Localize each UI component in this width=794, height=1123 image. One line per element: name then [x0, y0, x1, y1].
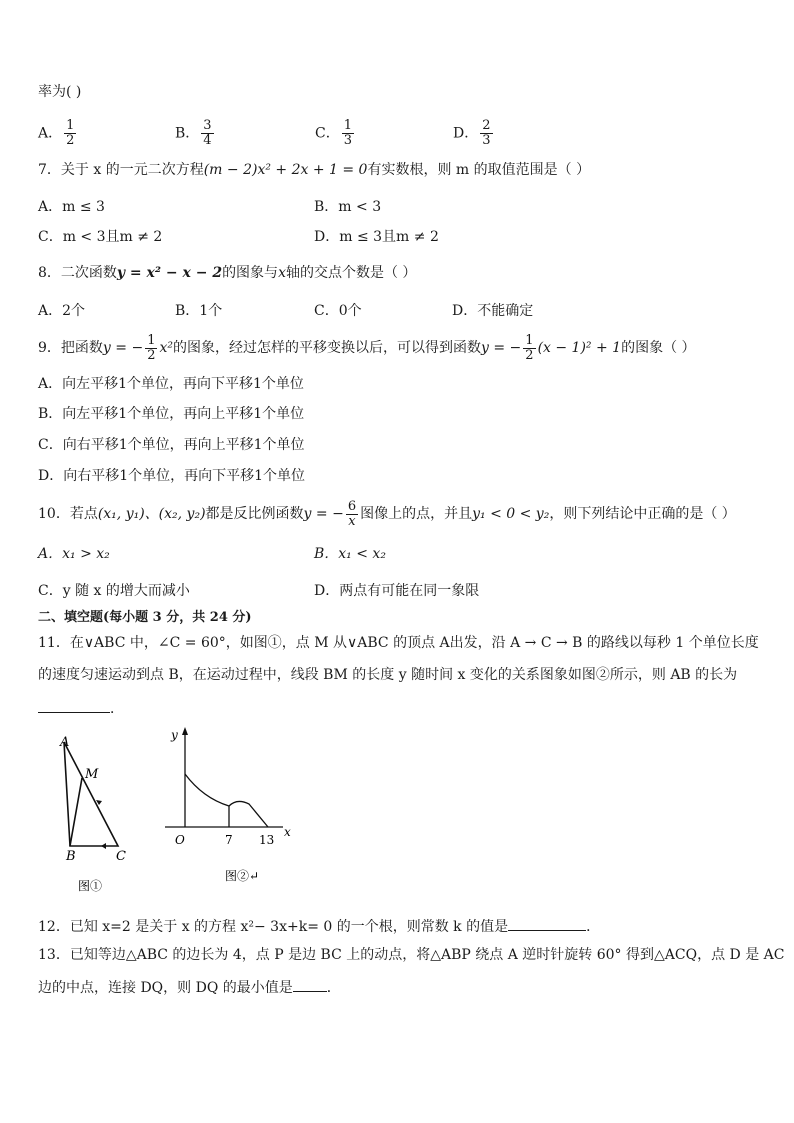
q7-option-a[interactable]: A．m ≤ 3 — [38, 199, 105, 215]
q11-figure-1 — [52, 728, 142, 898]
q11-answer-line: ． — [38, 698, 124, 718]
q9-option-b[interactable]: B．向左平移1个单位，再向上平移1个单位 — [38, 406, 305, 422]
tick-label-13: 13 — [259, 833, 275, 847]
q9-option-a[interactable]: A．向左平移1个单位，再向下平移1个单位 — [38, 376, 304, 392]
q9-fraction-1: $\frac{1}{2}$ — [147, 332, 156, 363]
axis-label-x: x — [284, 825, 291, 839]
q6-option-c[interactable]: C． $\frac{1}{3}$ — [315, 118, 352, 148]
q12-stem: 12．已知 x=2 是关于 x 的方程 x²− 3x+k= 0 的一个根，则常数 k 的值是 ． — [38, 916, 600, 936]
q13-answer-blank[interactable] — [293, 977, 327, 992]
q10-stem: 10．若点(x₁, y₁)、(x₂, y₂)都是反比例函数y = − $\frac{6}{x}$ 图像上的点，并且y₁ < 0 < y₂，则下列结论中正确的是（ ） — [38, 498, 736, 529]
q8-option-d[interactable]: D．不能确定 — [452, 303, 534, 319]
q11-figure-2 — [165, 722, 300, 892]
q10-option-a[interactable]: A．x₁ > x₂ — [38, 546, 110, 562]
q7-equation: (m − 2)x² + 2x + 1 = 0 — [203, 162, 368, 178]
origin-label: O — [175, 833, 185, 847]
q12-answer-blank[interactable] — [508, 916, 586, 931]
figure-2-caption: 图②↵ — [225, 869, 260, 883]
label-b: B — [66, 849, 76, 864]
q10-option-b[interactable]: B．x₁ < x₂ — [314, 546, 386, 562]
q8-option-a[interactable]: A．2个 — [38, 303, 86, 319]
q11-answer-blank[interactable] — [38, 698, 110, 713]
q6-option-a-fraction: $\frac{1}{2}$ — [66, 118, 75, 148]
q13-line-2: 边的中点，连接 DQ，则 DQ 的最小值是 ． — [38, 977, 341, 997]
q8-option-b[interactable]: B．1个 — [175, 303, 223, 319]
q8-stem: 8．二次函数y = x² − x − 2的图象与x轴的交点个数是（ ） — [38, 265, 417, 281]
q6-option-d[interactable]: D． $\frac{2}{3}$ — [453, 118, 491, 148]
q9-option-c[interactable]: C．向右平移1个单位，再向上平移1个单位 — [38, 437, 305, 453]
label-c: C — [116, 849, 126, 864]
q7-option-d[interactable]: D．m ≤ 3且m ≠ 2 — [314, 229, 439, 245]
q6-option-b-fraction: $\frac{3}{4}$ — [203, 118, 212, 148]
q9-option-d[interactable]: D．向右平移1个单位，再向下平移1个单位 — [38, 468, 306, 484]
q6-option-d-fraction: $\frac{2}{3}$ — [482, 118, 491, 148]
q10-fraction: $\frac{6}{x}$ — [347, 498, 357, 529]
q8-equation: y = x² − x − 2 — [116, 265, 223, 281]
q10-option-c[interactable]: C．y 随 x 的增大而减小 — [38, 583, 190, 599]
figure-1-caption: 图① — [78, 879, 103, 893]
q6-option-a[interactable]: A． $\frac{1}{2}$ — [38, 118, 75, 148]
segment-bm — [70, 778, 82, 846]
q7-option-c[interactable]: C．m < 3且m ≠ 2 — [38, 229, 163, 245]
path-arrow-cb — [101, 843, 106, 849]
q9-stem: 9．把函数y = − $\frac{1}{2}$ x²的图象，经过怎样的平移变换以后，可以得到函数y = − $\frac{1}{2}$ (x − 1)² + 1的图象（ ） — [38, 332, 696, 363]
y-axis-arrow — [182, 727, 188, 735]
label-a: A — [60, 735, 70, 750]
q9-fraction-2: $\frac{1}{2}$ — [525, 332, 534, 363]
q7-stem: 7．关于 x 的一元二次方程(m − 2)x² + 2x + 1 = 0有实数根，则 m 的取值范围是（ ） — [38, 162, 591, 178]
q8-option-c[interactable]: C．0个 — [314, 303, 362, 319]
q7-option-b[interactable]: B．m < 3 — [314, 199, 382, 215]
q10-option-d[interactable]: D．两点有可能在同一象限 — [314, 583, 480, 599]
section-heading: 二、填空题(每小题 3 分，共 24 分) — [38, 610, 252, 625]
q6-option-c-fraction: $\frac{1}{3}$ — [343, 118, 352, 148]
q11-line-1: 11．在∨ABC 中，∠C = 60°，如图①，点 M 从∨ABC 的顶点 A出发，沿 A → C → B 的路线以每秒 1 个单位长度 — [38, 635, 759, 651]
q6-option-b[interactable]: B． $\frac{3}{4}$ — [175, 118, 212, 148]
axis-label-y: y — [171, 728, 178, 742]
label-m: M — [85, 767, 99, 782]
q6-options — [38, 109, 758, 149]
q11-line-2: 的速度匀速运动到点 B，在运动过程中，线段 BM 的长度 y 随时间 x 变化的关系图象如图②所示，则 AB 的长为 — [38, 667, 738, 683]
q6-continuation: 率为( ) — [38, 84, 82, 100]
q13-line-1: 13．已知等边△ABC 的边长为 4，点 P 是边 BC 上的动点，将△ABP 绕点 A 逆时针旋转 60° 得到△ACQ，点 D 是 AC — [38, 947, 785, 963]
graph-curve — [185, 774, 268, 827]
tick-label-7: 7 — [225, 833, 233, 847]
